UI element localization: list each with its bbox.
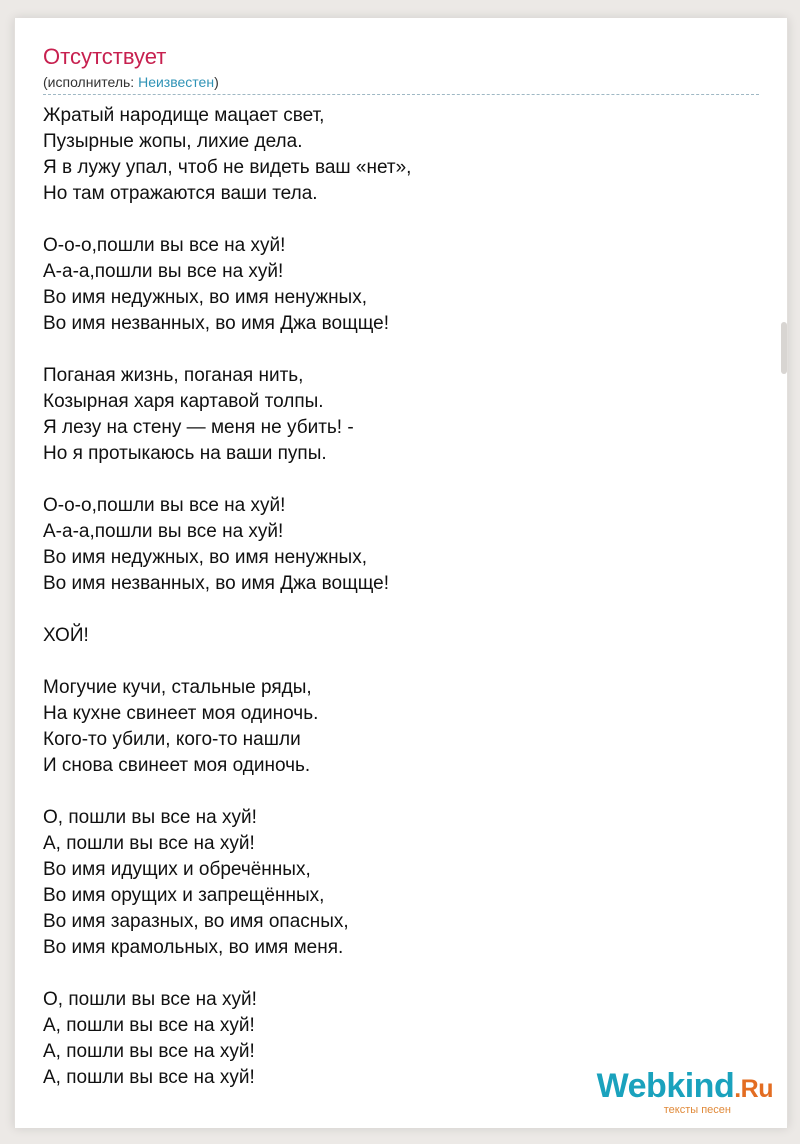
lyrics-line: Во имя крамольных, во имя меня.: [43, 937, 344, 958]
lyrics-line: А, пошли вы все на хуй!: [43, 1041, 255, 1062]
artist-suffix: ): [214, 74, 219, 90]
lyrics-line: Но я протыкаюсь на ваши пупы.: [43, 443, 327, 464]
lyrics-stanza: [43, 623, 753, 649]
lyrics-line: И снова свинеет моя одиночь.: [43, 755, 311, 776]
site-logo[interactable]: [573, 1068, 773, 1116]
lyrics-stanza: [43, 493, 753, 597]
lyrics-line: Во имя недужных, во имя ненужных,: [43, 547, 367, 568]
lyrics-line: Во имя недужных, во имя ненужных,: [43, 287, 367, 308]
lyrics-line: О, пошли вы все на хуй!: [43, 807, 257, 828]
lyrics-line: ХОЙ!: [43, 625, 89, 646]
lyrics-sheet: [14, 18, 788, 1128]
lyrics-line: А-а-а,пошли вы все на хуй!: [43, 261, 284, 282]
lyrics-line: Жратый народище мацает свет,: [43, 105, 325, 126]
lyrics-line: О-о-о,пошли вы все на хуй!: [43, 495, 286, 516]
lyrics-line: А, пошли вы все на хуй!: [43, 1067, 255, 1088]
artist-link[interactable]: Неизвестен: [138, 74, 215, 90]
lyrics-stanza: [43, 363, 753, 467]
lyrics-line: Я лезу на стену — меня не убить! -: [43, 417, 354, 438]
header-divider: [43, 94, 759, 95]
lyrics-stanza: [43, 805, 753, 961]
lyrics-line: А, пошли вы все на хуй!: [43, 833, 255, 854]
logo-main-text: Webkind: [596, 1067, 735, 1105]
song-title: Отсутствует: [43, 44, 167, 69]
lyrics-line: Во имя незванных, во имя Джа вощще!: [43, 313, 389, 334]
lyrics-line: Во имя идущих и обречённых,: [43, 859, 311, 880]
lyrics-stanza: [43, 103, 753, 207]
lyrics-line: О-о-о,пошли вы все на хуй!: [43, 235, 286, 256]
lyrics-line: Пузырные жопы, лихие дела.: [43, 131, 303, 152]
logo-tagline: тексты песен: [663, 1104, 731, 1116]
lyrics-body: [43, 103, 753, 1117]
lyrics-line: Во имя заразных, во имя опасных,: [43, 911, 349, 932]
artist-prefix: (исполнитель:: [43, 74, 139, 90]
lyrics-line: На кухне свинеет моя одиночь.: [43, 703, 319, 724]
lyrics-line: Козырная харя картавой толпы.: [43, 391, 324, 412]
scrollbar-thumb[interactable]: [781, 322, 787, 374]
lyrics-line: Я в лужу упал, чтоб не видеть ваш «нет»,: [43, 157, 412, 178]
lyrics-line: Но там отражаются ваши тела.: [43, 183, 318, 204]
lyrics-line: Поганая жизнь, поганая нить,: [43, 365, 304, 386]
lyrics-stanza: [43, 675, 753, 779]
lyrics-line: А-а-а,пошли вы все на хуй!: [43, 521, 284, 542]
lyrics-line: О, пошли вы все на хуй!: [43, 989, 257, 1010]
lyrics-stanza: [43, 233, 753, 337]
logo-tld-text: .Ru: [734, 1075, 773, 1103]
lyrics-line: Во имя незванных, во имя Джа вощще!: [43, 573, 389, 594]
artist-line: [43, 73, 219, 91]
lyrics-line: Кого-то убили, кого-то нашли: [43, 729, 301, 750]
lyrics-line: Могучие кучи, стальные ряды,: [43, 677, 312, 698]
lyrics-line: Во имя орущих и запрещённых,: [43, 885, 325, 906]
lyrics-line: А, пошли вы все на хуй!: [43, 1015, 255, 1036]
